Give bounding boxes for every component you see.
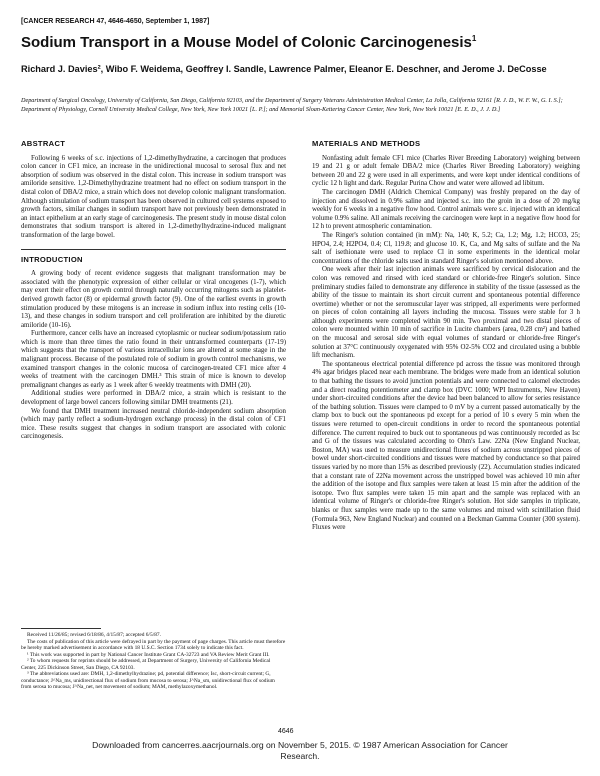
footnote: The costs of publication of this article were defrayed in part by the payment of page charges. This article must therefore be hereby marked advertisement in accordance with 18 U.S.C. Section 1734 solely to indicate this fact. — [21, 638, 286, 651]
intro-paragraph: Additional studies were performed in DBA/2 mice, a strain which is resistant to the development of large bowel cancers following similar DMH treatments (21). — [21, 390, 286, 407]
methods-paragraph: The Ringer's solution contained (in mM): Na, 140; K, 5.2; Ca, 1.2; Mg, 1.2; HCO3, 25; HPO4, 2.4; H2PO4, 0.4; Cl, 119.8; and glucose 10. K, Ca, and Mg salts of sulfate and the Na salt of isethionate were used to replace Cl in some experiments in the identical molar concentrations of the chloride salts used in standard Ringer's solution mentioned above. — [312, 231, 580, 265]
footnote: ¹ This work was supported in part by National Cancer Institute Grant CA-32723 and VA Review Merit Grant III. — [27, 651, 270, 658]
methods-paragraph: One week after their last injection animals were sacrificed by cervical dislocation and the colon was removed and rinsed with iced standard or chloride-free Ringer's solution. Since preliminary studies failed to demonstrate any difference in stability of the tissue (assessed as the ability of the tissue to maintain its short circuit current and spontaneous potential difference overtime) whether or not the seromuscular layer was stripped, all experiments were performed on pieces of colon containing all layers including the mucosa. Tissues were stable for 3 h although experiments were completed within 90 min. Two proximal and two distal pieces of colon were mounted within 10 min of sacrifice in Lucite chambers (area, 0.28 cm²) and bathed on the mucosal and serosal side with equal volumes of standard or chloride-free Ringer's solution at 37°C continuously oxygenated with 95% O2-5% CO2 and circulated using a bubble lift mechanism. — [312, 266, 580, 360]
abstract-heading: ABSTRACT — [21, 139, 66, 148]
footnote: ² To whom requests for reprints should be addressed, at Department of Surgery, University of California Medical Center, 225 Dickinson Street, San Diego, CA 92103. — [21, 658, 271, 671]
page-number: 4646 — [278, 728, 294, 735]
title-text: Sodium Transport in a Mouse Model of Colonic Carcinogenesis — [21, 34, 472, 51]
methods-heading: MATERIALS AND METHODS — [312, 139, 421, 148]
intro-paragraph: Furthermore, cancer cells have an increased cytoplasmic or nuclear sodium/potassium ratio which is more than three times the ratio found in their untransformed counterparts (17-19) which suggests that the transport of various intracellular ions are altered at some stage in the malignant process. Because of the postulated role of sodium in growth control mechanisms, we examined transport changes in the colonic mucosa of carcinogen-treated CF1 mice after 4 weeks of treatment with the carcinogen DMH.³ This strain of mice is known to develop premalignant changes as early as 1 week after 6 weekly treatments with DMH (20). — [21, 330, 286, 389]
intro-paragraph: A growing body of recent evidence suggests that malignant transformation may be associated with the phenotypic expression of either cellular or viral oncogenes (1-7), which may exert their effect on growth control through naturally occurring mitogens such as platelet-derived growth factor (8) or epidermal growth factor (9). One of the earliest events in growth stimulation produced by these mitogens is an increase in sodium influx into resting cells (10-13), and these changes in sodium transport and cell proliferation are inhibited by the diuretic amiloride (10-16). — [21, 270, 286, 329]
author-list: Richard J. Davies², Wibo F. Weidema, Geoffrey I. Sandle, Lawrence Palmer, Eleanor E. Deschner, and Jerome J. DeCosse — [21, 64, 547, 74]
footnote: Received 11/26/85; revised 6/18/86, 4/15/87; accepted 6/5/87. — [27, 632, 161, 638]
footnote-rule — [21, 628, 101, 629]
title-footnote-mark: 1 — [471, 34, 477, 43]
journal-header: [CANCER RESEARCH 47, 4646-4650, September 1, 1987] — [21, 18, 210, 25]
download-notice-line: Downloaded from cancerres.aacrjournals.org on November 5, 2015. © 1987 American Association for Cancer — [92, 740, 508, 750]
methods-paragraph: The carcinogen DMH (Aldrich Chemical Company) was freshly prepared on the day of injection and dissolved in 0.9% saline and injected s.c. into the groin in a dose of 20 mg/kg weekly for 6 weeks in a negative flow hood. Control animals were s.c. injected with an identical volume 0.9% saline. All animals receiving the carcinogen were kept in a negative flow hood for 12 h to prevent atmospheric contamination. — [312, 188, 580, 231]
methods-paragraph: The spontaneous electrical potential difference pd across the tissue was monitored through 4% agar bridges placed near each membrane. The bridges were made from an identical solution to that bathing the tissues to avoid junction potentials and were connected to calomel electrodes and a direct reading potentiometer and clamp box (DVC 1000; WPI Instruments, New Haven) under short-circuited conditions after the device had been balanced to allow for series resistance of the bathing solution. Tissues were clamped to 0 mV by a current passed automatically by the clamp box to buck out the spontaneous pd except for a period of 10 s every 5 min when the tissues were returned to open-circuit conditions in order to record the spontaneous potential difference. The current required to buck out to spontaneous pd was continuously recorded as Isc and G of the tissues was calculated according to Ohm's Law. 22Na (New England Nuclear, Boston, MA) was used to measure unidirectional fluxes of sodium across unstripped pieces of bowel under short-circuited conditions and tissues were matched by conductance so that paired tissues varied by no more than 15% as described previously (22). Accumulation studies indicated that a constant rate of 22Na movement across the unstripped bowel was achieved 10 min after the addition of the isotope and flux samples were taken at least 15 min after the addition of the isotope. Two flux samples were taken 15 min apart and the sample was replaced with an identical volume of Ringer's or chloride-free Ringer's solution. Hot side samples in triplicate, blanks or flux samples were made up to the same volumes and mixed with scintillation fluid (Formula 963, New England Nuclear) and counted on a Beckman Gamma Counter (300 system). Fluxes were — [312, 360, 580, 532]
article-title — [21, 34, 476, 51]
abstract-text: Following 6 weeks of s.c. injections of 1,2-dimethylhydrazine, a carcinogen that produces colon cancer in CF1 mice, an increase in the unidirectional mucosal to serosal flux and net absorption of sodium was observed in the distal colon. This increase in sodium transport was amiloride sensitive. 1,2-Dimethylhydrazine treatment had no effect on sodium transport in the distal colon of DBA/2 mice, a strain which does not develop colonic malignant transformation. Although stimulation of sodium transport has been observed in cultured cell systems exposed to growth factors, similar changes in sodium transport have not previously been demonstrated in an intact epithelium at an early stage of carcinogenesis. The present study in mouse distal colon demonstrates that sodium transport is altered in 1,2-dimethylhydrazine-induced malignant transformation of the large bowel. — [21, 154, 286, 239]
intro-paragraph: We found that DMH treatment increased neutral chloride-independent sodium absorption (which may partly reflect a sodium-hydrogen exchange process) in the distal colon of CF1 mice. These results suggest that changes in sodium transport are associated with colonic carcinogenesis. — [21, 407, 286, 441]
methods-paragraph: Nonfasting adult female CF1 mice (Charles River Breeding Laboratory) weighing between 19 and 21 g or adult female DBA/2 mice (Charles River Breeding Laboratory) weighing between 20 and 22 g were used in all experiments, and were kept under identical conditions of cyclic 12 h light and dark. Regular Purina Chow and water were allowed ad libitum. — [312, 154, 580, 188]
download-notice — [0, 740, 600, 761]
affiliations: Department of Surgical Oncology, University of California, San Diego, California 92103, and the Department of Surgery Veterans Administration Medical Center, La Jolla, California 92161 [R. J. D., W. F. W., G. I. S.]; Department of Physiology, Cornell University Medical College, New York, New York 10021 [L. P.]; and Memorial Sloan-Kettering Cancer Center, New York, New York 10021 [E. E. D., J. J. D.] — [21, 97, 563, 113]
right-column — [312, 140, 580, 533]
download-notice-line: Research. — [280, 750, 320, 761]
introduction-heading: INTRODUCTION — [21, 254, 83, 264]
left-column — [21, 140, 286, 442]
footnotes — [21, 628, 286, 691]
footnote: ³ The abbreviations used are: DMH, 1,2-dimethylhydrazine; pd, potential difference; Isc, short-circuit current; G, conductance; J^Na_ms, unidirectional flux of sodium from mucosa to serosa; J^Na_sm, unidirectional flux of sodium from serosa to mucosa; J^Na_net, net movement of sodium; MAM, methylazoxymethanol. — [21, 671, 275, 690]
